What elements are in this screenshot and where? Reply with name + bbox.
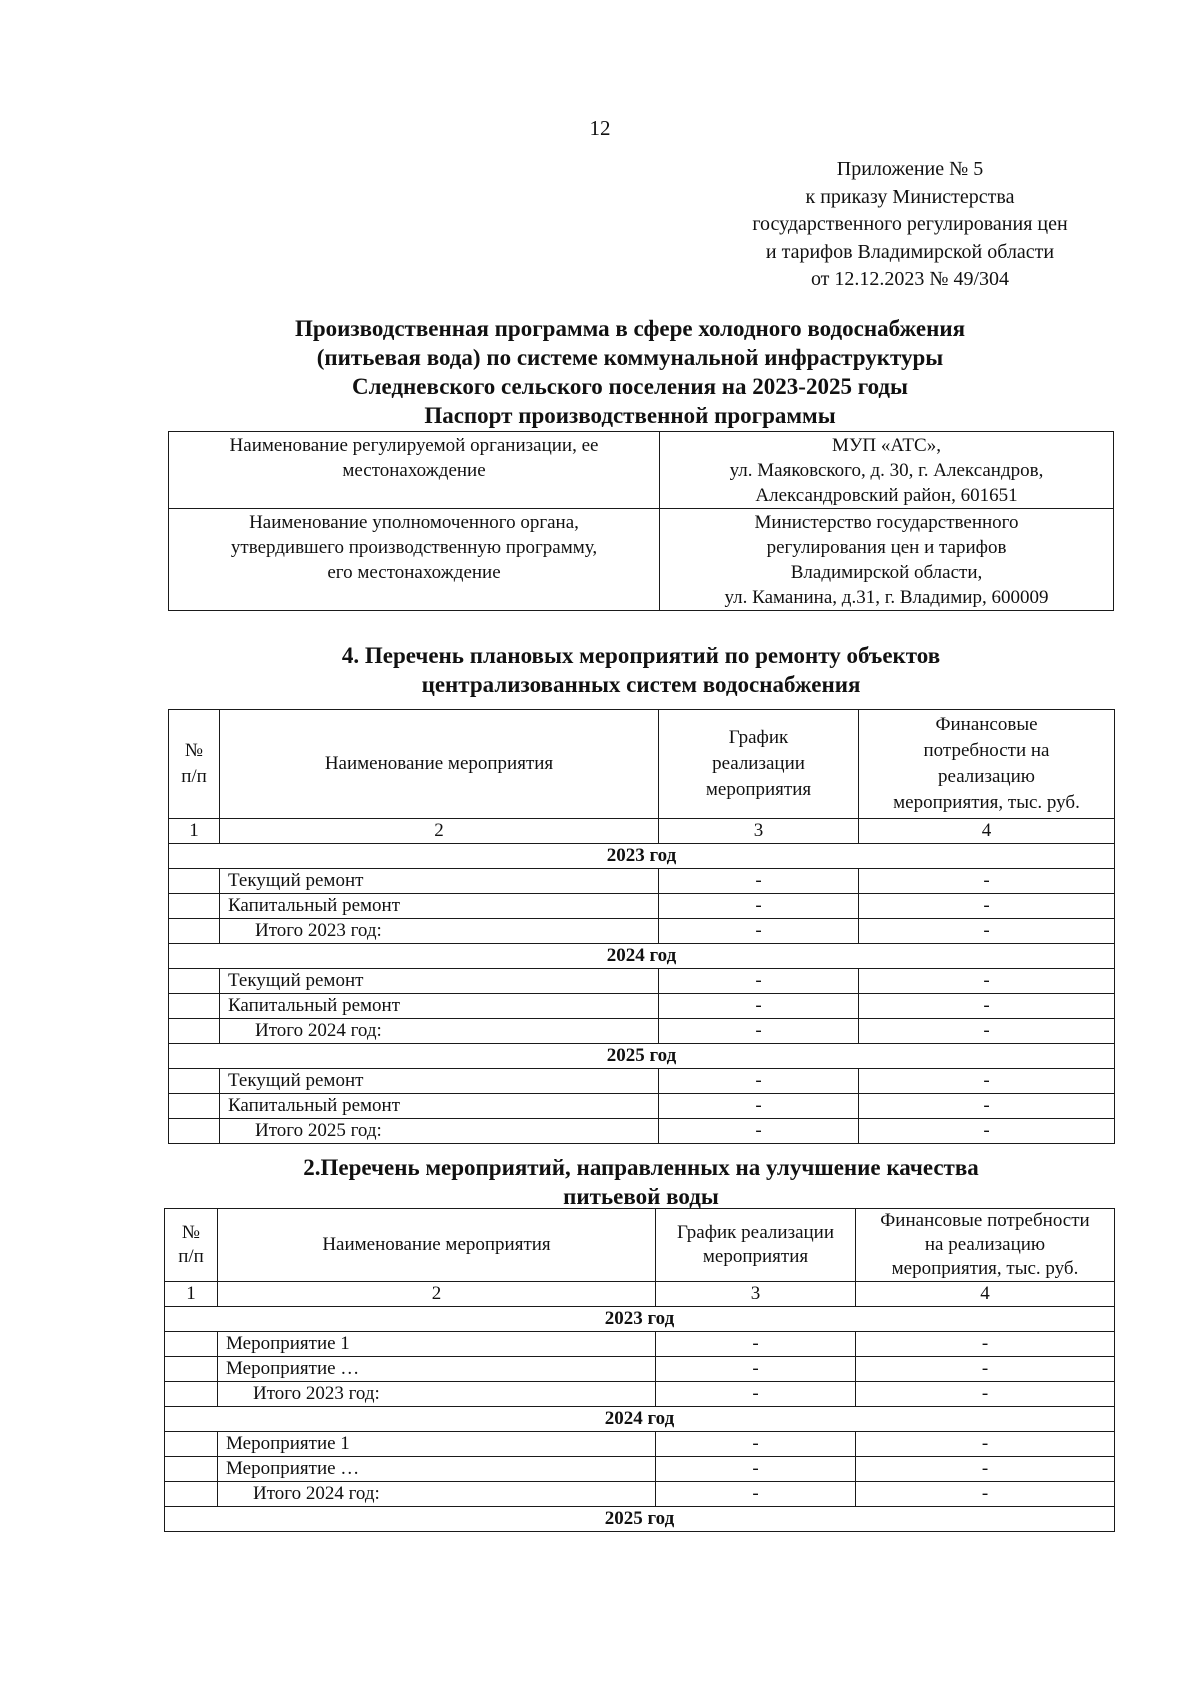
column-number: 1 xyxy=(165,1282,218,1307)
event-finance: - xyxy=(856,1482,1115,1507)
column-number: 4 xyxy=(856,1282,1115,1307)
event-schedule: - xyxy=(659,894,859,919)
event-finance: - xyxy=(856,1357,1115,1382)
appendix-line: и тарифов Владимирской области xyxy=(765,240,1055,263)
header-number xyxy=(165,1209,218,1282)
appendix-line: от 12.12.2023 № 49/304 xyxy=(810,268,1010,290)
year-row xyxy=(165,1507,1115,1532)
event-schedule: - xyxy=(659,1019,859,1044)
header-number xyxy=(169,710,220,819)
row-number-cell xyxy=(169,1119,220,1144)
row-number-cell xyxy=(165,1432,218,1457)
appendix-line: Приложение № 5 xyxy=(836,158,984,180)
table-row xyxy=(169,869,1115,894)
event-schedule: - xyxy=(659,919,859,944)
event-finance: - xyxy=(859,1119,1115,1144)
appendix-line: к приказу Министерства xyxy=(805,185,1015,208)
header-text: потребности на xyxy=(923,740,1050,761)
year-label: 2025 год xyxy=(169,1044,1115,1069)
title-line: Следневского сельского поселения на 2023-2025 годы xyxy=(351,374,908,399)
column-number: 1 xyxy=(169,819,220,844)
event-name: Итого 2023 год: xyxy=(220,919,659,944)
year-label: 2024 год xyxy=(165,1407,1115,1432)
passport-heading: Паспорт производственной программы xyxy=(424,403,836,428)
event-finance: - xyxy=(859,1019,1115,1044)
passport-label-line: утвердившего производственную программу, xyxy=(230,537,598,558)
header-text: График xyxy=(728,727,789,748)
table-row xyxy=(165,1432,1115,1457)
passport-value-line: Владимирской области, xyxy=(790,562,983,583)
row-number-cell xyxy=(165,1482,218,1507)
header-text: мероприятия xyxy=(705,779,812,800)
row-number-cell xyxy=(165,1382,218,1407)
event-name: Мероприятие 1 xyxy=(218,1432,656,1457)
table-row xyxy=(165,1357,1115,1382)
row-number-cell xyxy=(169,869,220,894)
table-header-row xyxy=(165,1209,1115,1282)
header-text: п/п xyxy=(181,766,207,787)
table-row xyxy=(169,1069,1115,1094)
header-text: График реализации xyxy=(676,1222,835,1243)
header-text: № xyxy=(184,740,204,761)
event-schedule: - xyxy=(659,1094,859,1119)
document-title xyxy=(160,314,1100,430)
header-finance xyxy=(859,710,1115,819)
table-row xyxy=(169,994,1115,1019)
year-row xyxy=(169,1044,1115,1069)
header-finance xyxy=(856,1209,1115,1282)
header-text: Финансовые xyxy=(935,714,1038,735)
row-number-cell xyxy=(165,1332,218,1357)
table-row xyxy=(169,1094,1115,1119)
header-text: Наименование мероприятия xyxy=(322,1234,551,1255)
event-name: Капитальный ремонт xyxy=(220,894,659,919)
column-number: 2 xyxy=(218,1282,656,1307)
row-number-cell xyxy=(169,919,220,944)
event-finance: - xyxy=(859,919,1115,944)
year-label: 2025 год xyxy=(165,1507,1115,1532)
header-text: реализацию xyxy=(938,766,1035,787)
title-line: (питьевая вода) по системе коммунальной инфраструктуры xyxy=(316,345,944,370)
table-row xyxy=(165,1457,1115,1482)
year-row xyxy=(169,844,1115,869)
title-line: Производственная программа в сфере холодного водоснабжения xyxy=(294,316,966,341)
passport-table xyxy=(168,431,1114,611)
event-name: Мероприятие … xyxy=(218,1457,656,1482)
passport-value-line: Министерство государственного xyxy=(754,512,1019,533)
repair-events-table xyxy=(168,709,1115,1144)
header-text: на реализацию xyxy=(924,1234,1046,1255)
header-text: мероприятия, тыс. руб. xyxy=(891,1258,1079,1279)
event-schedule: - xyxy=(656,1357,856,1382)
event-name: Итого 2023 год: xyxy=(218,1382,656,1407)
event-schedule: - xyxy=(656,1432,856,1457)
table-row-total xyxy=(169,1119,1115,1144)
event-schedule: - xyxy=(656,1482,856,1507)
column-number: 4 xyxy=(859,819,1115,844)
row-number-cell xyxy=(169,1019,220,1044)
table-row xyxy=(169,969,1115,994)
event-schedule: - xyxy=(659,1069,859,1094)
row-number-cell xyxy=(169,969,220,994)
table-row xyxy=(169,894,1115,919)
event-finance: - xyxy=(859,869,1115,894)
passport-value-line: ул. Каманина, д.31, г. Владимир, 600009 xyxy=(724,587,1049,608)
table-row xyxy=(165,1332,1115,1357)
passport-value-line: ул. Маяковского, д. 30, г. Александров, xyxy=(729,460,1044,481)
header-text: п/п xyxy=(178,1246,204,1267)
year-label: 2024 год xyxy=(169,944,1115,969)
quality-events-table xyxy=(164,1208,1115,1532)
section-title-line: питьевой воды xyxy=(563,1184,719,1209)
passport-label-line: Наименование регулируемой организации, ее xyxy=(229,435,599,456)
section-title-line: 4. Перечень плановых мероприятий по ремонту объектов xyxy=(341,643,941,668)
event-finance: - xyxy=(859,1094,1115,1119)
event-schedule: - xyxy=(659,994,859,1019)
event-schedule: - xyxy=(656,1382,856,1407)
section2-title xyxy=(168,1153,1114,1211)
event-name: Итого 2024 год: xyxy=(218,1482,656,1507)
event-name: Текущий ремонт xyxy=(220,969,659,994)
passport-value-cell xyxy=(660,509,1114,611)
row-number-cell xyxy=(169,1069,220,1094)
event-finance: - xyxy=(856,1432,1115,1457)
passport-value-line: МУП «АТС», xyxy=(832,435,941,456)
year-row xyxy=(169,944,1115,969)
header-text: № xyxy=(181,1222,201,1243)
column-number: 2 xyxy=(220,819,659,844)
table-row-total xyxy=(169,1019,1115,1044)
passport-label-cell xyxy=(169,509,660,611)
year-row xyxy=(165,1307,1115,1332)
event-schedule: - xyxy=(659,969,859,994)
passport-label-line: его местонахождение xyxy=(327,562,501,583)
event-name: Мероприятие 1 xyxy=(218,1332,656,1357)
event-schedule: - xyxy=(656,1457,856,1482)
event-finance: - xyxy=(859,1069,1115,1094)
appendix-line: государственного регулирования цен xyxy=(752,213,1068,235)
event-schedule: - xyxy=(659,869,859,894)
table-row-total xyxy=(169,919,1115,944)
event-finance: - xyxy=(859,894,1115,919)
event-name: Мероприятие … xyxy=(218,1357,656,1382)
year-label: 2023 год xyxy=(169,844,1115,869)
header-schedule xyxy=(656,1209,856,1282)
event-name: Текущий ремонт xyxy=(220,1069,659,1094)
section-title-line: централизованных систем водоснабжения xyxy=(421,672,861,697)
header-text: реализации xyxy=(712,753,805,774)
event-finance: - xyxy=(856,1457,1115,1482)
header-text: мероприятия xyxy=(702,1246,809,1267)
passport-label-line: Наименование уполномоченного органа, xyxy=(249,512,579,533)
year-row xyxy=(165,1407,1115,1432)
passport-label-line: местонахождение xyxy=(342,460,486,481)
page-number: 12 xyxy=(589,116,611,140)
row-number-cell xyxy=(165,1357,218,1382)
appendix-block xyxy=(720,156,1100,294)
event-schedule: - xyxy=(659,1119,859,1144)
passport-value-cell xyxy=(660,432,1114,509)
row-number-cell xyxy=(169,894,220,919)
table-header-row xyxy=(169,710,1115,819)
passport-row-organization xyxy=(169,432,1114,509)
event-name: Текущий ремонт xyxy=(220,869,659,894)
passport-value-line: Александровский район, 601651 xyxy=(755,485,1018,506)
passport-value-line: регулирования цен и тарифов xyxy=(766,537,1007,558)
event-name: Итого 2025 год: xyxy=(220,1119,659,1144)
column-number-row xyxy=(165,1282,1115,1307)
event-finance: - xyxy=(859,994,1115,1019)
passport-label-cell xyxy=(169,432,660,509)
event-name: Итого 2024 год: xyxy=(220,1019,659,1044)
row-number-cell xyxy=(165,1457,218,1482)
column-number: 3 xyxy=(659,819,859,844)
section-title-line: 2.Перечень мероприятий, направленных на улучшение качества xyxy=(303,1155,979,1180)
header-name xyxy=(220,710,659,819)
header-name xyxy=(218,1209,656,1282)
column-number: 3 xyxy=(656,1282,856,1307)
event-name: Капитальный ремонт xyxy=(220,994,659,1019)
header-schedule xyxy=(659,710,859,819)
table-row-total xyxy=(165,1482,1115,1507)
section4-title xyxy=(168,641,1114,699)
column-number-row xyxy=(169,819,1115,844)
table-row-total xyxy=(165,1382,1115,1407)
row-number-cell xyxy=(169,994,220,1019)
header-text: мероприятия, тыс. руб. xyxy=(893,792,1080,813)
event-finance: - xyxy=(856,1382,1115,1407)
header-text: Наименование мероприятия xyxy=(324,753,554,774)
event-schedule: - xyxy=(656,1332,856,1357)
header-text: Финансовые потребности xyxy=(880,1210,1090,1231)
event-finance: - xyxy=(856,1332,1115,1357)
event-finance: - xyxy=(859,969,1115,994)
passport-row-authority xyxy=(169,509,1114,611)
year-label: 2023 год xyxy=(165,1307,1115,1332)
event-name: Капитальный ремонт xyxy=(220,1094,659,1119)
row-number-cell xyxy=(169,1094,220,1119)
